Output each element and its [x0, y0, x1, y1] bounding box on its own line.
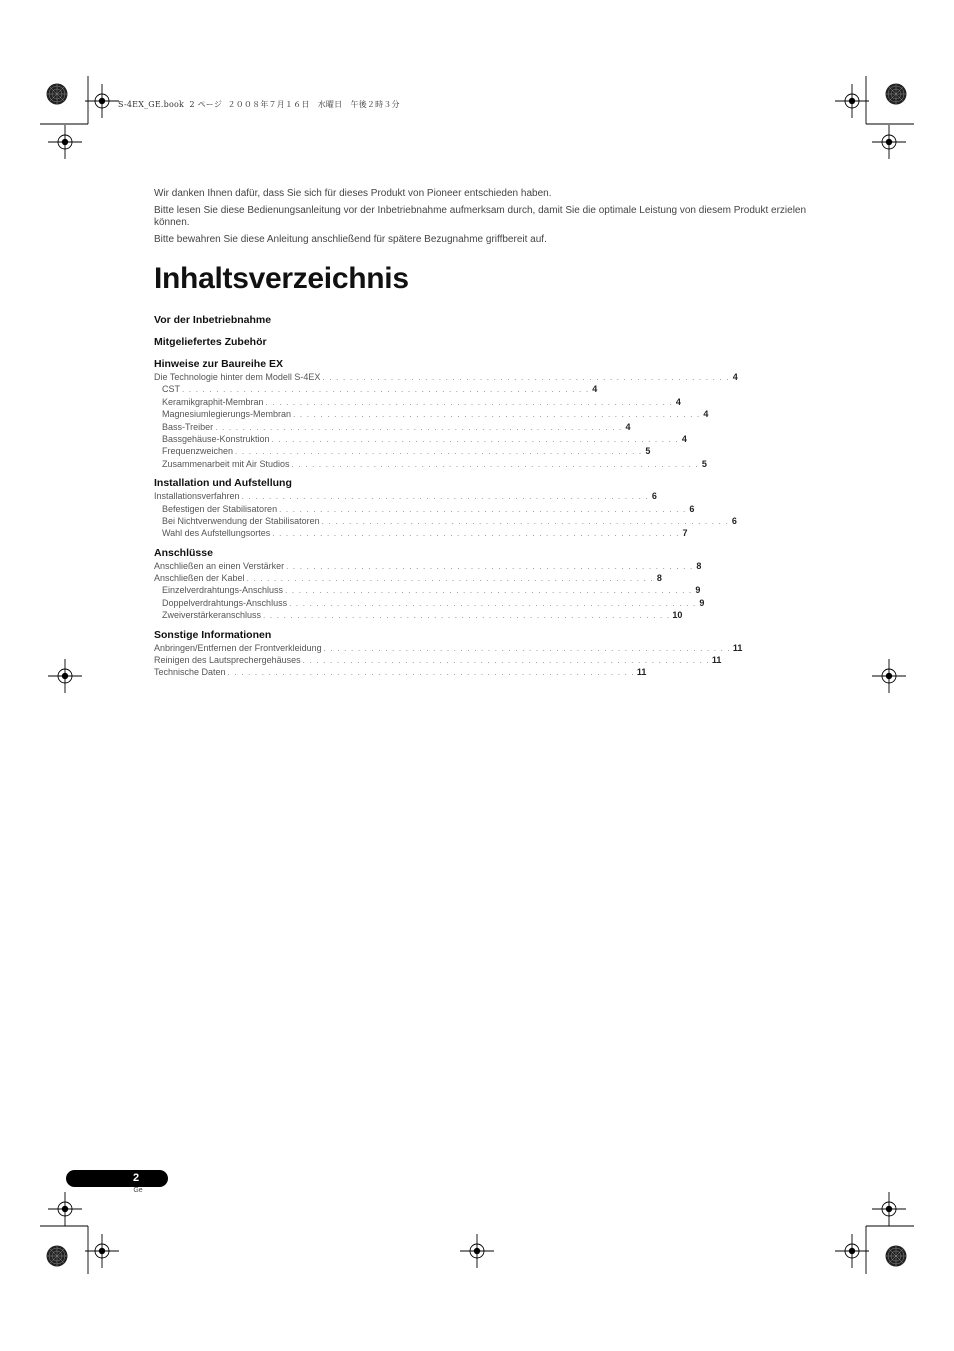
intro-paragraph: Bitte lesen Sie diese Bedienungsanleitung vor der Inbetriebnahme aufmerksam durch, damit Sie die optimale Leistung von diesem Produkt erzielen können.: [154, 205, 807, 228]
toc-entry[interactable]: [154, 597, 705, 609]
toc-section-title: Vor der Inbetriebnahme: [154, 314, 272, 326]
toc-section-title: Sonstige Informationen: [154, 628, 272, 641]
intro-paragraph: Bitte bewahren Sie diese Anleitung anschließend für spätere Bezugnahme griffbereit auf.: [154, 234, 547, 245]
toc-entry-page: 4: [703, 409, 709, 420]
toc-entry-label: Bei Nichtverwendung der Stabilisatoren: [162, 515, 320, 526]
toc-leader-dots: . . . . . . . . . . . . . . . . . . . . . . . . . . . . . . . . . . . . . . . . . . . . . . . . . . . . . . . . . . . .: [285, 586, 693, 596]
toc-leader-dots: . . . . . . . . . . . . . . . . . . . . . . . . . . . . . . . . . . . . . . . . . . . . . . . . . . . . . . . . . . . .: [271, 434, 679, 444]
toc-leader-dots: . . . . . . . . . . . . . . . . . . . . . . . . . . . . . . . . . . . . . . . . . . . . . . . . . . . . . . . . . . . .: [279, 504, 687, 514]
toc-entry[interactable]: [154, 609, 683, 621]
toc-leader-dots: . . . . . . . . . . . . . . . . . . . . . . . . . . . . . . . . . . . . . . . . . . . . . . . . . . . . . . . . . . . .: [246, 574, 654, 584]
toc-entry-page: 6: [689, 503, 695, 514]
toc-entry-label: Bassgehäuse-Konstruktion: [162, 433, 270, 444]
toc-entry-page: 6: [651, 491, 657, 502]
toc-entry[interactable]: [154, 408, 709, 420]
toc-entry[interactable]: [154, 515, 737, 527]
toc-entry-page: 11: [711, 655, 722, 666]
toc-entry-page: 9: [695, 585, 701, 596]
intro-paragraph: Wir danken Ihnen dafür, dass Sie sich für dieses Produkt von Pioneer entschieden haben.: [154, 188, 552, 199]
toc-leader-dots: . . . . . . . . . . . . . . . . . . . . . . . . . . . . . . . . . . . . . . . . . . . . . . . . . . . . . . . . . . . .: [241, 492, 649, 502]
toc-entry-label: Wahl des Aufstellungsortes: [162, 528, 271, 539]
toc-entry[interactable]: [154, 433, 687, 445]
toc-section: [154, 314, 467, 327]
toc-entry-page: 4: [681, 433, 687, 444]
toc-entry-label: Anschließen der Kabel: [154, 573, 245, 584]
print-header-line: S-4EX_GE.book 2 ページ ２００８年７月１６日 水曜日 午後２時３分: [118, 100, 400, 109]
toc-leader-dots: . . . . . . . . . . . . . . . . . . . . . . . . . . . . . . . . . . . . . . . . . . . . . . . . . . . . . . . . . . . .: [293, 410, 701, 420]
toc-entry-label: Zusammenarbeit mit Air Studios: [162, 458, 290, 469]
intro-text: [154, 188, 834, 251]
toc-leader-dots: . . . . . . . . . . . . . . . . . . . . . . . . . . . . . . . . . . . . . . . . . . . . . . . . . . . . . . . . . . . .: [235, 447, 643, 457]
toc-section: [154, 358, 738, 470]
toc-section-title: Installation und Aufstellung: [154, 477, 292, 490]
page-tab: [66, 1170, 168, 1187]
toc-leader-dots: . . . . . . . . . . . . . . . . . . . . . . . . . . . . . . . . . . . . . . . . . . . . . . . . . . . . . . . . . . . .: [291, 459, 699, 469]
toc-entry[interactable]: [154, 527, 688, 539]
table-of-contents: [154, 314, 743, 686]
toc-entry-page: 11: [636, 667, 647, 678]
toc-entry[interactable]: [154, 642, 743, 654]
toc-entry[interactable]: [154, 371, 738, 383]
toc-entry[interactable]: [154, 421, 631, 433]
toc-entry-page: 8: [696, 560, 702, 571]
toc-entry[interactable]: [154, 490, 657, 502]
toc-entry[interactable]: [154, 458, 707, 470]
toc-entry-page: 11: [732, 642, 743, 653]
toc-entry[interactable]: [154, 445, 651, 457]
toc-section-title: Mitgeliefertes Zubehör: [154, 336, 267, 348]
toc-section: [154, 546, 705, 622]
toc-entry[interactable]: [154, 584, 701, 596]
toc-entry-label: Zweiverstärkeranschluss: [162, 610, 262, 621]
toc-entry-page: 5: [645, 446, 651, 457]
toc-entry[interactable]: [154, 560, 702, 572]
toc-entry-label: Magnesiumlegierungs-Membran: [162, 409, 292, 420]
language-code: Ge: [133, 1187, 143, 1194]
toc-entry-label: Bass-Treiber: [162, 421, 214, 432]
toc-entry-label: Frequenzweichen: [162, 446, 234, 457]
toc-entry[interactable]: [154, 383, 598, 395]
toc-entry-label: Anschließen an einen Verstärker: [154, 560, 285, 571]
toc-section-title: Hinweise zur Baureihe EX: [154, 358, 283, 370]
toc-leader-dots: . . . . . . . . . . . . . . . . . . . . . . . . . . . . . . . . . . . . . . . . . . . . . . . . . . . . . . . . . . . .: [322, 373, 730, 382]
toc-entry[interactable]: [154, 666, 647, 678]
toc-entry[interactable]: [154, 654, 722, 666]
toc-entry-page: 4: [592, 384, 598, 395]
toc-entry-page: 4: [675, 396, 681, 407]
toc-entry-page: 7: [682, 528, 688, 539]
toc-entry-label: Die Technologie hinter dem Modell S-4EX: [154, 372, 321, 382]
toc-leader-dots: . . . . . . . . . . . . . . . . . . . . . . . . . . . . . . . . . . . . . . . . . . . . . . . . . . . . . . . . . . . .: [302, 656, 710, 666]
toc-leader-dots: . . . . . . . . . . . . . . . . . . . . . . . . . . . . . . . . . . . . . . . . . . . . . . . . . . . . . . . . . . . .: [321, 516, 729, 526]
toc-entry-label: Anbringen/Entfernen der Frontverkleidung: [154, 642, 322, 653]
toc-leader-dots: . . . . . . . . . . . . . . . . . . . . . . . . . . . . . . . . . . . . . . . . . . . . . . . . . . . . . . . . . . . .: [286, 561, 694, 571]
toc-leader-dots: . . . . . . . . . . . . . . . . . . . . . . . . . . . . . . . . . . . . . . . . . . . . . . . . . . . . . . . . . . . .: [263, 611, 671, 621]
toc-entry-label: Befestigen der Stabilisatoren: [162, 503, 278, 514]
toc-entry-label: Technische Daten: [154, 667, 226, 678]
page-number: 2: [132, 1172, 140, 1184]
toc-leader-dots: . . . . . . . . . . . . . . . . . . . . . . . . . . . . . . . . . . . . . . . . . . . . . . . . . . . . . . . . . . . .: [265, 397, 673, 407]
toc-entry-label: Installationsverfahren: [154, 491, 240, 502]
toc-entry[interactable]: [154, 572, 662, 584]
toc-section: [154, 336, 467, 349]
toc-entry-page: 10: [672, 610, 683, 621]
toc-leader-dots: . . . . . . . . . . . . . . . . . . . . . . . . . . . . . . . . . . . . . . . . . . . . . . . . . . . . . . . . . . . .: [272, 529, 680, 539]
toc-section-title: Anschlüsse: [154, 546, 213, 559]
toc-entry-page: 4: [625, 421, 631, 432]
toc-section: [154, 628, 743, 679]
toc-entry-label: CST: [162, 384, 180, 395]
toc-entry-label: Einzelverdrahtungs-Anschluss: [162, 585, 284, 596]
toc-entry-page: 9: [699, 597, 705, 608]
toc-entry-page: 8: [656, 573, 662, 584]
toc-leader-dots: . . . . . . . . . . . . . . . . . . . . . . . . . . . . . . . . . . . . . . . . . . . . . . . . . . . . . . . . . . . .: [289, 598, 697, 608]
toc-entry-label: Reinigen des Lautsprechergehäuses: [154, 655, 301, 666]
toc-entry-page: 6: [731, 515, 737, 526]
toc-section: [154, 477, 737, 540]
toc-entry-label: Keramikgraphit-Membran: [162, 396, 264, 407]
toc-leader-dots: . . . . . . . . . . . . . . . . . . . . . . . . . . . . . . . . . . . . . . . . . . . . . . . . . . . . . . . . . . . .: [227, 668, 635, 678]
toc-entry-label: Doppelverdrahtungs-Anschluss: [162, 597, 288, 608]
toc-leader-dots: . . . . . . . . . . . . . . . . . . . . . . . . . . . . . . . . . . . . . . . . . . . . . . . . . . . . . . . . . . . .: [323, 643, 731, 653]
toc-entry-page: 5: [701, 458, 707, 469]
toc-leader-dots: . . . . . . . . . . . . . . . . . . . . . . . . . . . . . . . . . . . . . . . . . . . . . . . . . . . . . . . . . . . .: [215, 422, 623, 432]
toc-leader-dots: . . . . . . . . . . . . . . . . . . . . . . . . . . . . . . . . . . . . . . . . . . . . . . . . . . . . . . . . . . . .: [182, 385, 590, 395]
toc-entry[interactable]: [154, 396, 681, 408]
toc-entry[interactable]: [154, 503, 695, 515]
toc-title: Inhaltsverzeichnis: [154, 262, 409, 295]
toc-entry-page: 4: [732, 372, 738, 382]
